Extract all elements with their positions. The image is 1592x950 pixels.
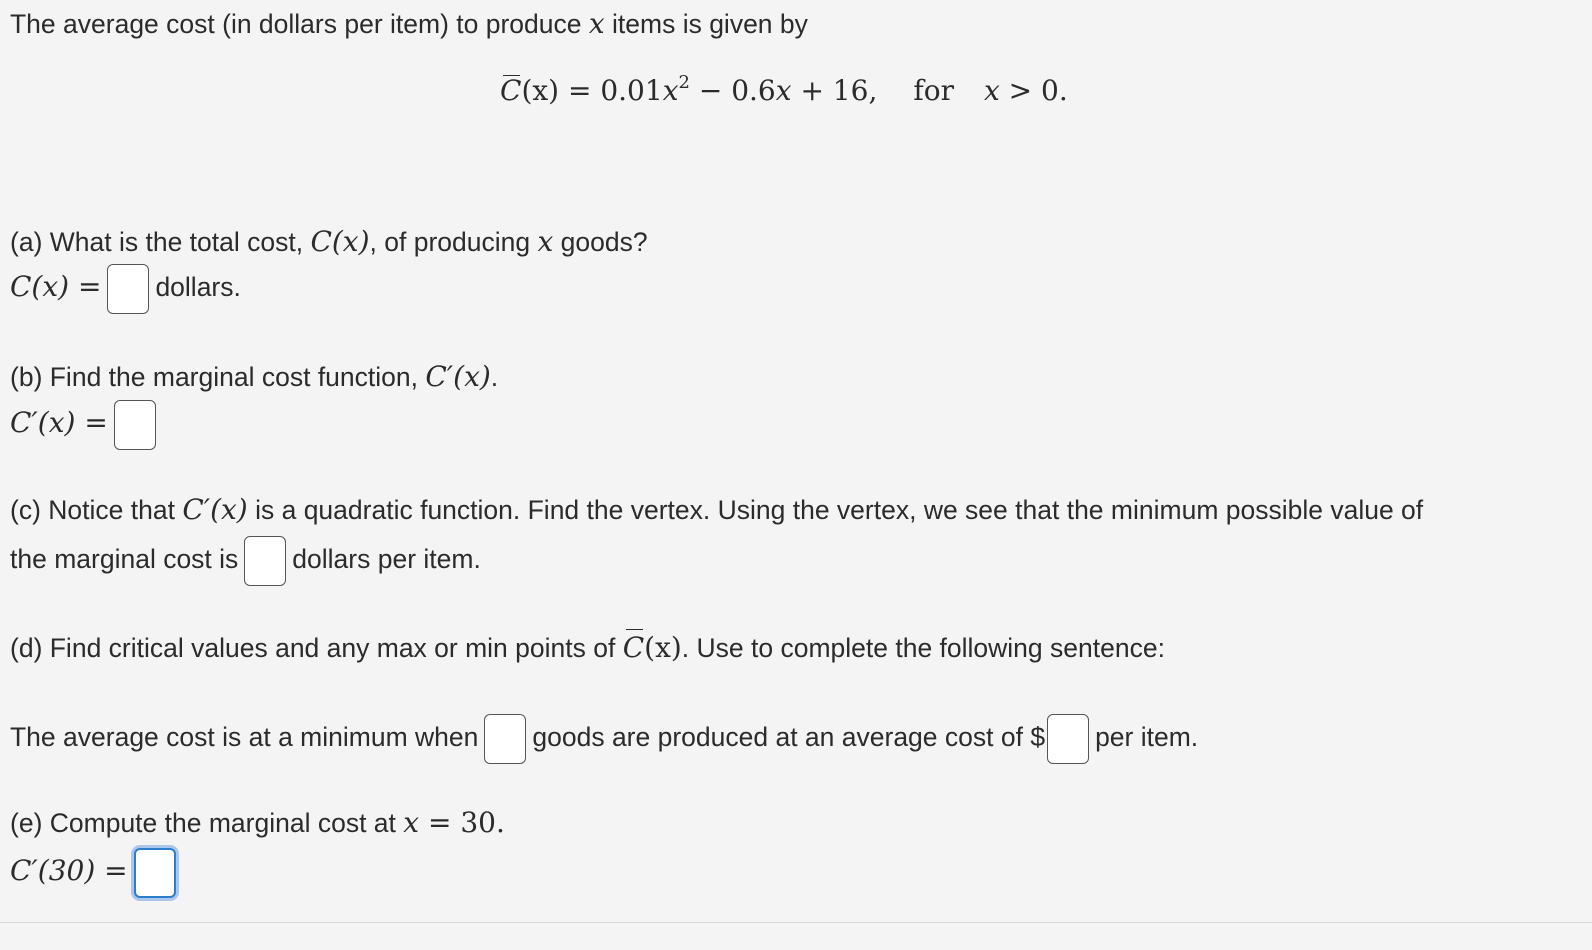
part-d-c-bar: C <box>623 628 644 668</box>
part-e-answer-row <box>10 848 182 898</box>
part-e-value: = 30. <box>419 806 505 839</box>
part-e-answer-label: C′(30) = <box>10 854 128 887</box>
part-d-text2: . Use to complete the following sentence: <box>681 633 1165 663</box>
part-c-line2 <box>10 536 481 586</box>
intro-var: x <box>588 7 605 40</box>
part-c-text2: is a quadratic function. Find the vertex. Using the vertex, we see that the minimum possible value of <box>247 495 1424 525</box>
min-quantity-input[interactable] <box>484 714 526 764</box>
part-d-sentence-pre: The average cost is at a minimum when <box>10 722 479 752</box>
average-cost-formula <box>500 72 1068 107</box>
part-b-answer-label: C′(x) = <box>10 406 108 439</box>
formula-x2: x <box>775 74 792 107</box>
part-a-units: dollars. <box>155 272 241 302</box>
part-d-sentence-post: per item. <box>1095 722 1199 752</box>
formula-cond-x: x <box>983 74 1000 107</box>
formula-cond-rest: > 0. <box>999 74 1068 107</box>
part-a-text2: , of producing <box>369 227 538 257</box>
formula-rhs-c: + 16, <box>791 74 878 107</box>
part-e-question <box>10 803 505 843</box>
part-b-question <box>10 357 498 397</box>
part-d-arg: (x) <box>644 631 682 664</box>
part-e-text: (e) Compute the marginal cost at <box>10 808 404 838</box>
part-d-sentence <box>10 714 1198 764</box>
intro-text-part: The average cost (in dollars per item) to produce <box>10 9 589 39</box>
formula-rhs-a: = 0.01 <box>567 74 663 107</box>
part-c-line1 <box>10 490 1423 530</box>
part-b-math: C′(x) <box>425 360 491 393</box>
part-d-sentence-mid: goods are produced at an average cost of $ <box>532 722 1046 752</box>
intro-text-part2: items is given by <box>604 9 808 39</box>
formula-rhs-b: − 0.6 <box>689 74 776 107</box>
min-average-cost-input[interactable] <box>1047 714 1089 764</box>
part-d-question <box>10 628 1165 668</box>
intro-text <box>10 4 808 44</box>
part-a-text3: goods? <box>553 227 648 257</box>
formula-exponent: 2 <box>678 72 690 93</box>
part-d-text: (d) Find critical values and any max or min points of <box>10 633 623 663</box>
part-c-line2-pre: the marginal cost is <box>10 544 239 574</box>
formula-arg: (x) <box>521 74 560 107</box>
part-c-line2-post: dollars per item. <box>292 544 481 574</box>
part-a-answer-label: C(x) = <box>10 270 102 303</box>
min-marginal-cost-input[interactable] <box>244 536 286 586</box>
c-bar-symbol: C <box>500 74 522 107</box>
part-b-text: (b) Find the marginal cost function, <box>10 362 426 392</box>
part-c-math: C′(x) <box>182 493 248 526</box>
part-a-math: C(x) <box>310 225 370 258</box>
part-a-text: (a) What is the total cost, <box>10 227 311 257</box>
total-cost-input[interactable] <box>107 264 149 314</box>
part-a-var: x <box>537 225 554 258</box>
part-a-answer-row <box>10 264 241 314</box>
part-b-end: . <box>490 362 499 392</box>
part-c-text: (c) Notice that <box>10 495 183 525</box>
part-a-question <box>10 222 648 262</box>
marginal-cost-at-30-input[interactable] <box>134 848 176 898</box>
formula-for: for <box>913 74 954 107</box>
marginal-cost-input[interactable] <box>114 400 156 450</box>
part-e-var: x <box>403 806 420 839</box>
part-b-answer-row <box>10 400 162 450</box>
formula-x: x <box>662 74 679 107</box>
divider <box>0 922 1592 923</box>
